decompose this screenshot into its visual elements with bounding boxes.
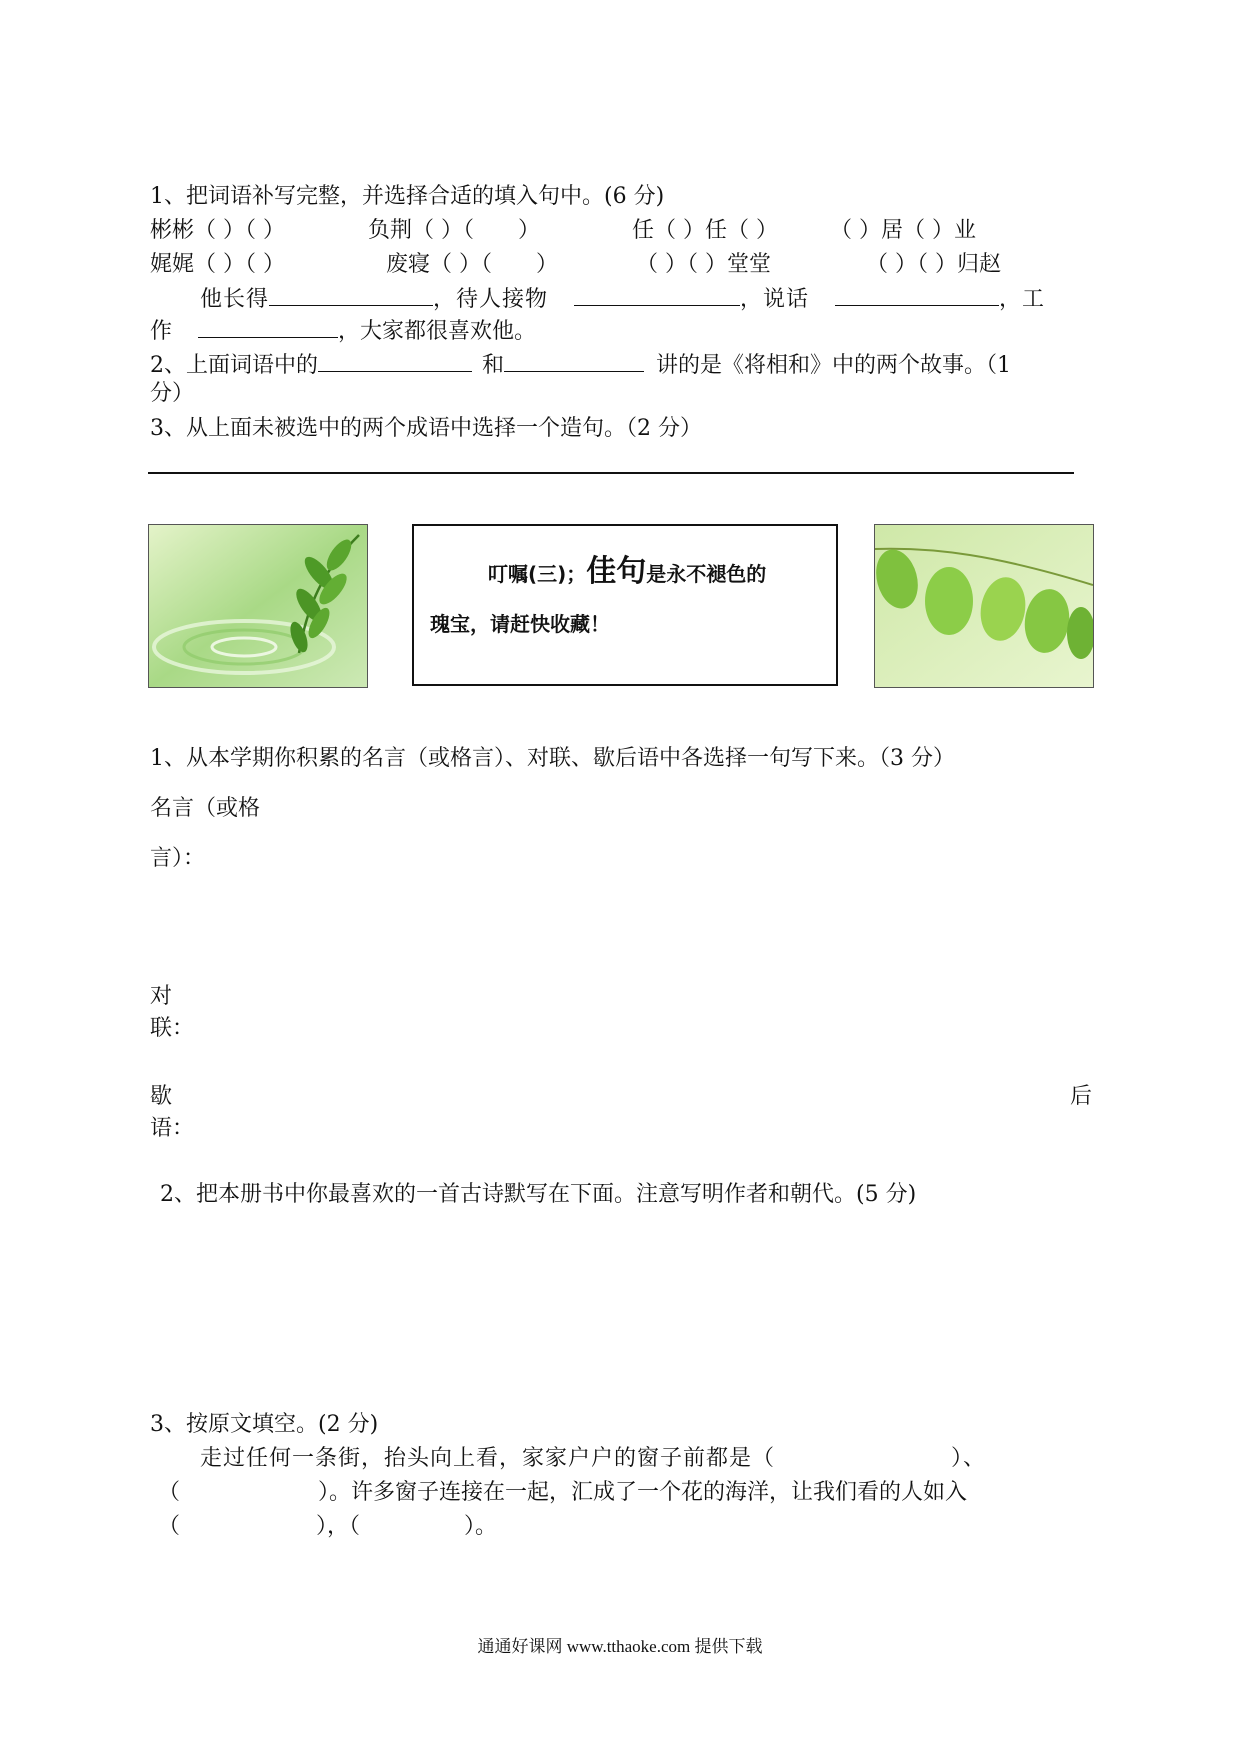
mingyan-label-1: 名言（或格 (150, 796, 261, 821)
passage-text: ）、 (951, 1446, 987, 1471)
passage-text: （ (158, 1514, 181, 1539)
footer-credit: 通通好课网 www.tthaoke.com 提供下载 (477, 1637, 763, 1656)
passage-text: ），（ (316, 1514, 361, 1539)
duilian-label-1: 对 (150, 984, 173, 1009)
answer-blank[interactable] (835, 283, 999, 306)
passage-text: （ (158, 1480, 181, 1505)
passage-text: ）。许多窗子连接在一起，汇成了一个花的海洋，让我们看的人如入 (318, 1480, 968, 1505)
answer-blank[interactable] (269, 283, 433, 306)
question-text: 2、上面词语中的 (150, 353, 318, 378)
xiehouyu-label-2: 语： (150, 1116, 195, 1141)
sentence-text: ，大家都很喜欢他。 (338, 319, 537, 344)
sentence-text: ，待人接物 (433, 287, 549, 312)
tip-highlight: 佳句 (586, 554, 647, 589)
mingyan-label-2: 言）： (150, 846, 206, 871)
sentence-text: ，说话 (740, 287, 810, 312)
question-3-heading: 3、从上面未被选中的两个成语中选择一个造句。（2 分） (150, 416, 702, 441)
tip-banner-line-2: 瑰宝，请赶快收藏！ (430, 612, 610, 636)
answer-blank[interactable] (198, 315, 338, 338)
green-leaves-image (874, 524, 1094, 688)
word-item: （ ）居（ ）业 (830, 218, 976, 243)
answer-blank[interactable] (318, 349, 472, 372)
word-item: 任（ ）任（ ） (632, 218, 778, 243)
sentence-text: 他长得 (200, 287, 270, 312)
question-text: 和 (482, 353, 505, 378)
tip-banner-line-1 (488, 552, 766, 594)
answer-line[interactable] (148, 472, 1074, 474)
question-text: 讲的是《将相和》中的两个故事。（1 (656, 353, 1012, 378)
sentence-text: ，工 (999, 287, 1046, 312)
xiehouyu-label-right: 后 (1070, 1084, 1093, 1109)
fill-sentence-line-1 (200, 283, 1045, 315)
section2-question-2: 2、把本册书中你最喜欢的一首古诗默写在下面。注意写明作者和朝代。(5 分) (160, 1182, 917, 1207)
sentence-text: 作 (150, 319, 173, 344)
fill-passage-line-1 (200, 1444, 986, 1474)
tip-banner (412, 524, 838, 686)
passage-text: 走过任何一条街，抬头向上看，家家户户的窗子前都是（ (200, 1446, 776, 1471)
fill-passage-line-3 (158, 1512, 497, 1542)
word-item: 娓娓（ ）（ ） (150, 252, 285, 277)
word-item: （ ）（ ）归赵 (866, 252, 1001, 277)
word-item: （ ）（ ）堂堂 (636, 252, 771, 277)
tip-suffix: 是永不褪色的 (646, 562, 767, 586)
question-2-line (150, 349, 1011, 381)
word-item: 彬彬（ ）（ ） (150, 218, 285, 243)
leaf-water-image (148, 524, 368, 688)
word-item: 废寝（ ）（ ） (386, 252, 558, 277)
xiehouyu-label-1: 歇 (150, 1084, 173, 1109)
answer-blank[interactable] (574, 283, 740, 306)
duilian-label-2: 联： (150, 1016, 195, 1041)
question-2-continued: 分） (150, 381, 195, 406)
word-item: 负荆（ ）（ ） (368, 218, 540, 243)
section2-question-1: 1、从本学期你积累的名言（或格言）、对联、歇后语中各选择一句写下来。（3 分） (150, 746, 955, 771)
section2-question-3: 3、按原文填空。(2 分) (150, 1412, 379, 1437)
passage-text: ）。 (464, 1514, 498, 1539)
fill-passage-line-2 (158, 1478, 967, 1508)
answer-blank[interactable] (504, 349, 644, 372)
fill-sentence-line-2 (150, 315, 536, 347)
question-1-heading: 1、把词语补写完整，并选择合适的填入句中。(6 分) (150, 184, 665, 209)
tip-prefix: 叮嘱(三)； (488, 562, 587, 586)
